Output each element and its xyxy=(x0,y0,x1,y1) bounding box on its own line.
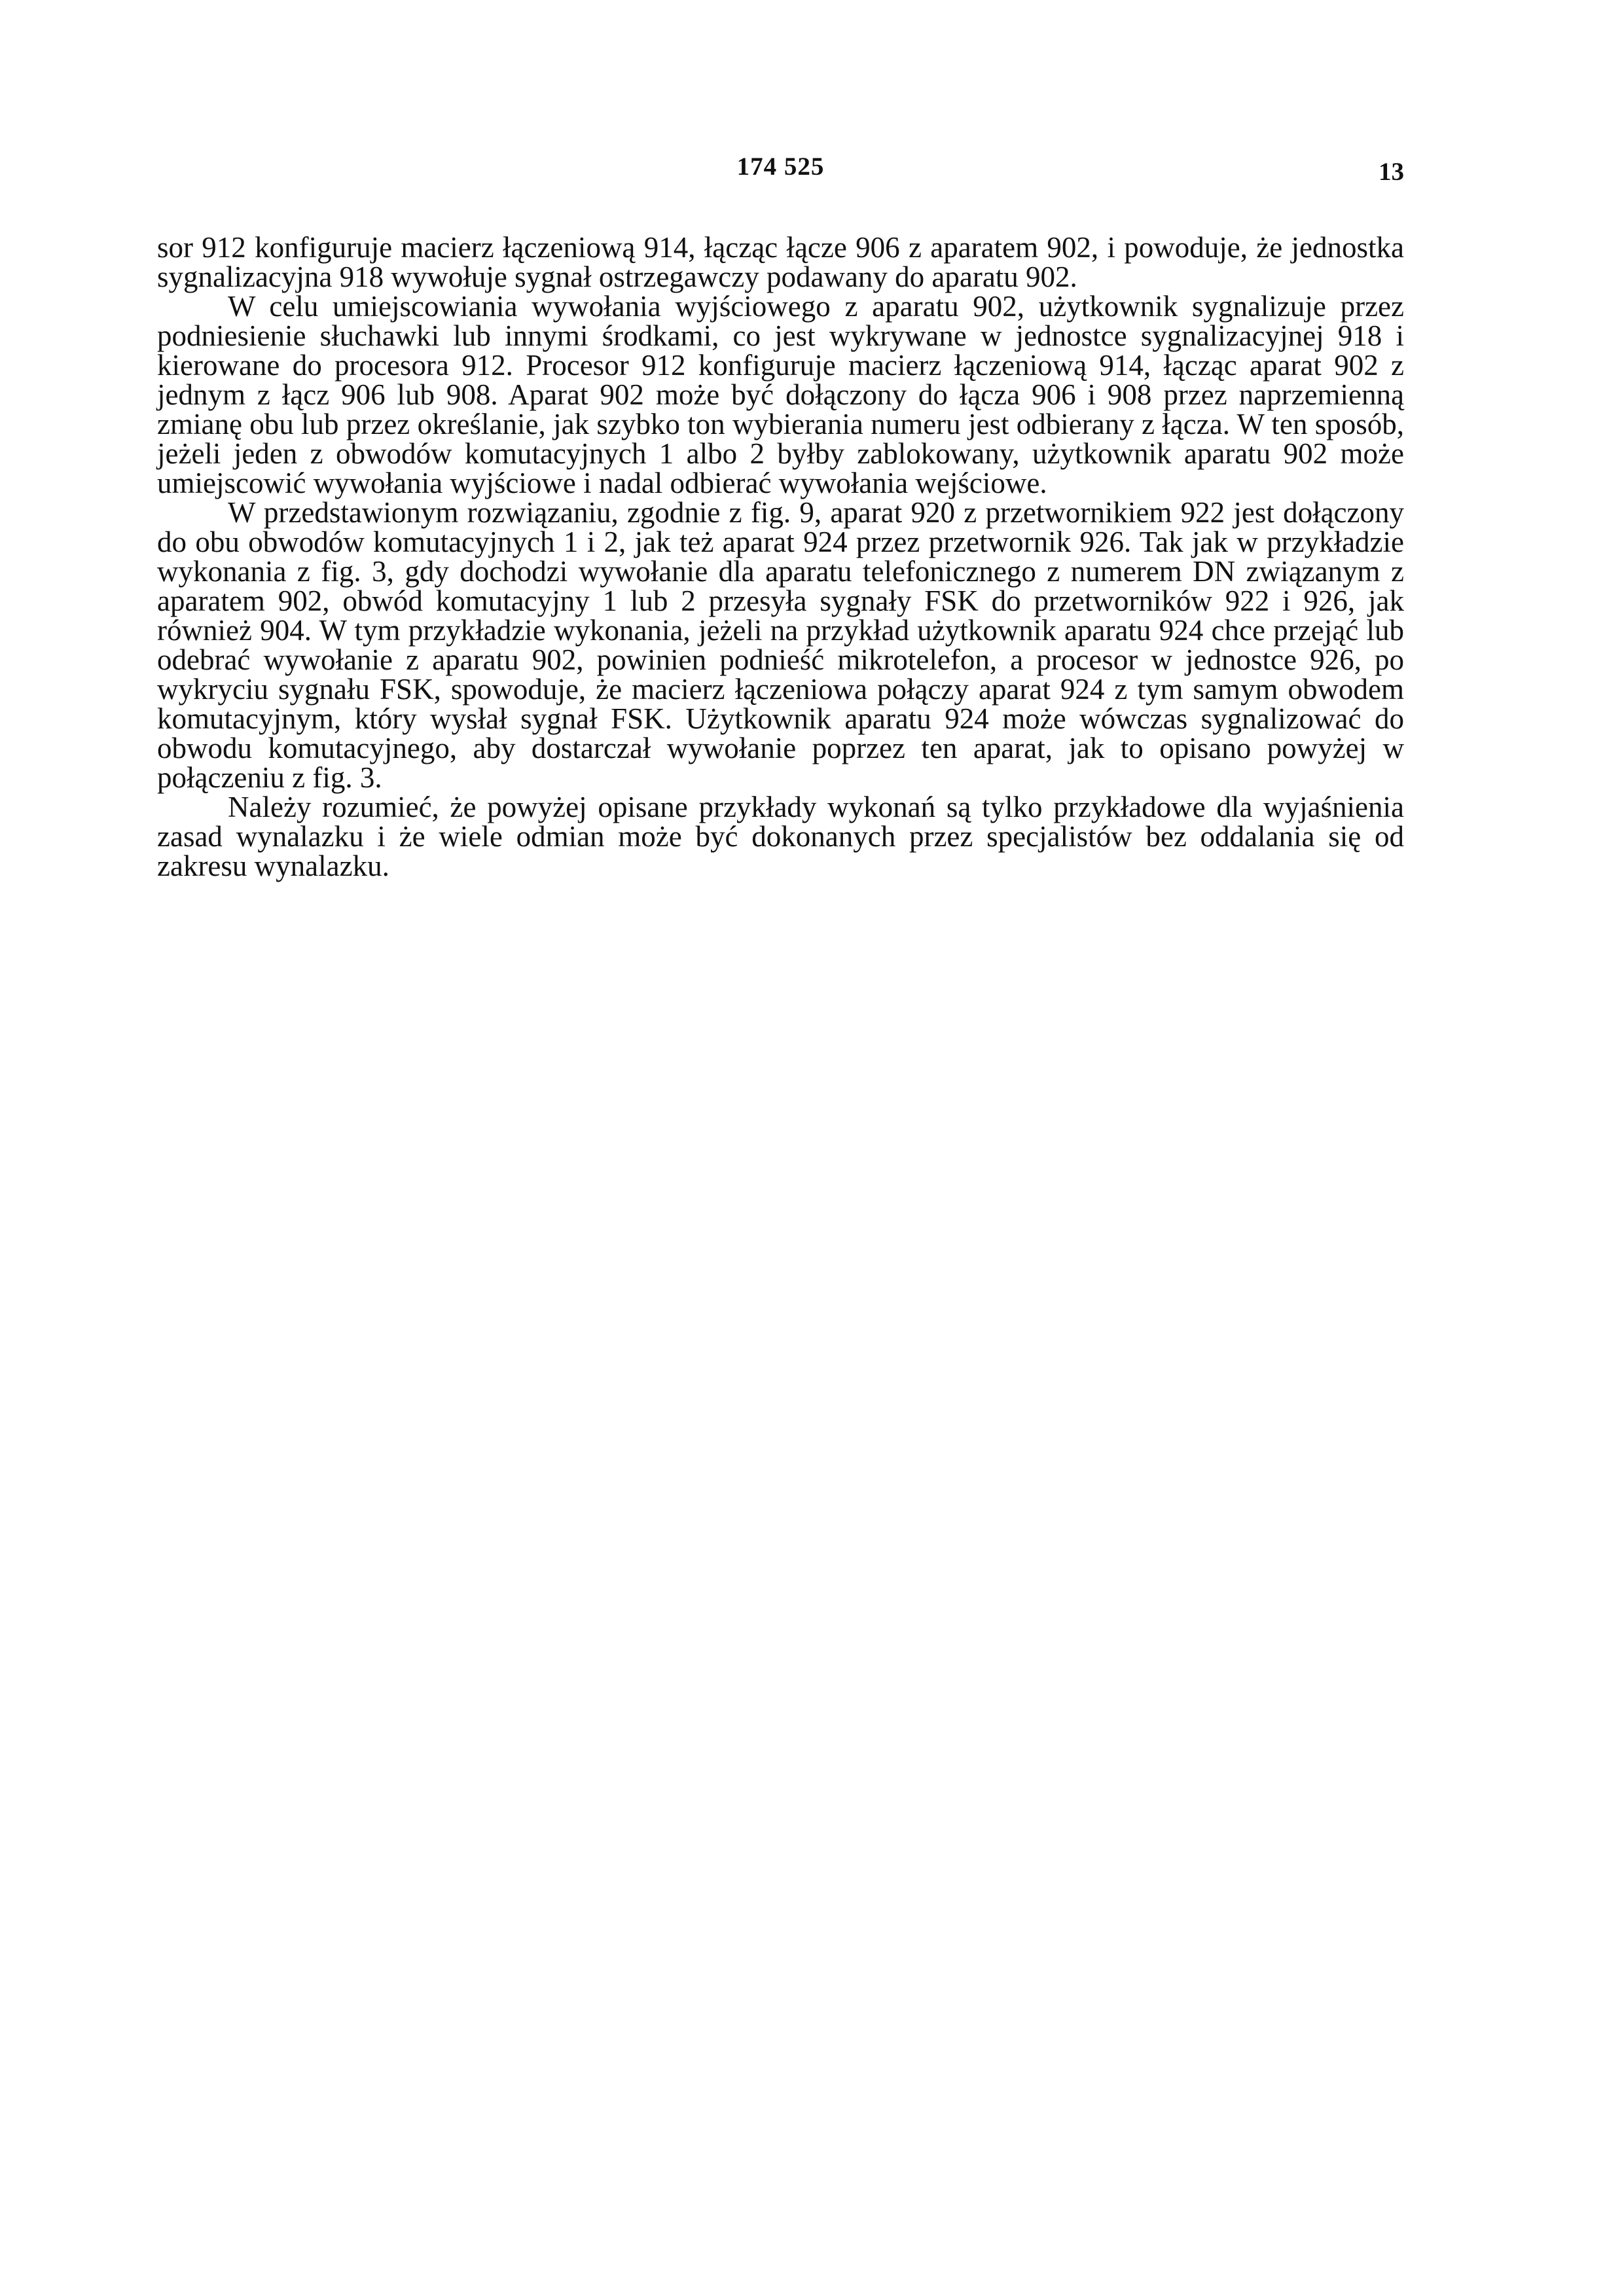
paragraph-continuation: sor 912 konfiguruje macierz łączeniową 914, łącząc łącze 906 z aparatem 902, i powoduje, że jednostka sygnalizacyjna 918 wywołuje sygnał ostrzegawczy podawany do aparatu 902. xyxy=(157,231,1404,293)
paragraph-outgoing-call: W celu umiejscowiania wywołania wyjściowego z aparatu 902, użytkownik sygnalizuje przez podniesienie słuchawki lub innymi środkami, co jest wykrywane w jednostce sygnalizacyjnej 918 i kierowane do procesora 912. Procesor 912 konfiguruje macierz łączeniową 914, łącząc aparat 902 z jednym z łącz 906 lub 908. Aparat 902 może być dołączony do łącza 906 i 908 przez naprzemienną zmianę obu lub przez określanie, jak szybko ton wybierania numeru jest odbierany z łącza. W ten sposób, jeżeli jeden z obwodów komutacyjnych 1 albo 2 byłby zablokowany, użytkownik aparatu 902 może umiejscowić wywołania wyjściowe i nadal odbierać wywołania wejściowe. xyxy=(157,290,1404,499)
document-body xyxy=(157,233,1404,881)
paragraph-closing-statement: Należy rozumieć, że powyżej opisane przykłady wykonań są tylko przykładowe dla wyjaśnienia zasad wynalazku i że wiele odmian może być dokonanych przez specjalistów bez oddalania się od zakresu wynalazku. xyxy=(157,791,1404,882)
paragraph-fig9-embodiment: W przedstawionym rozwiązaniu, zgodnie z fig. 9, aparat 920 z przetwornikiem 922 jest dołączony do obu obwodów komutacyjnych 1 i 2, jak też aparat 924 przez przetwornik 926. Tak jak w przykładzie wykonania z fig. 3, gdy dochodzi wywołanie dla aparatu telefonicznego z numerem DN związanym z aparatem 902, obwód komutacyjny 1 lub 2 przesyła sygnały FSK do przetworników 922 i 926, jak również 904. W tym przykładzie wykonania, jeżeli na przykład użytkownik aparatu 924 chce przejąć lub odebrać wywołanie z aparatu 902, powinien podnieść mikrotelefon, a procesor w jednostce 926, po wykryciu sygnału FSK, spowoduje, że macierz łączeniowa połączy aparat 924 z tym samym obwodem komutacyjnym, który wysłał sygnał FSK. Użytkownik aparatu 924 może wówczas sygnalizować do obwodu komutacyjnego, aby dostarczał wywołanie poprzez ten aparat, jak to opisano powyżej w połączeniu z fig. 3. xyxy=(157,496,1404,794)
page-header xyxy=(157,152,1404,191)
page-number: 13 xyxy=(1379,158,1404,186)
patent-number: 174 525 xyxy=(736,152,825,181)
